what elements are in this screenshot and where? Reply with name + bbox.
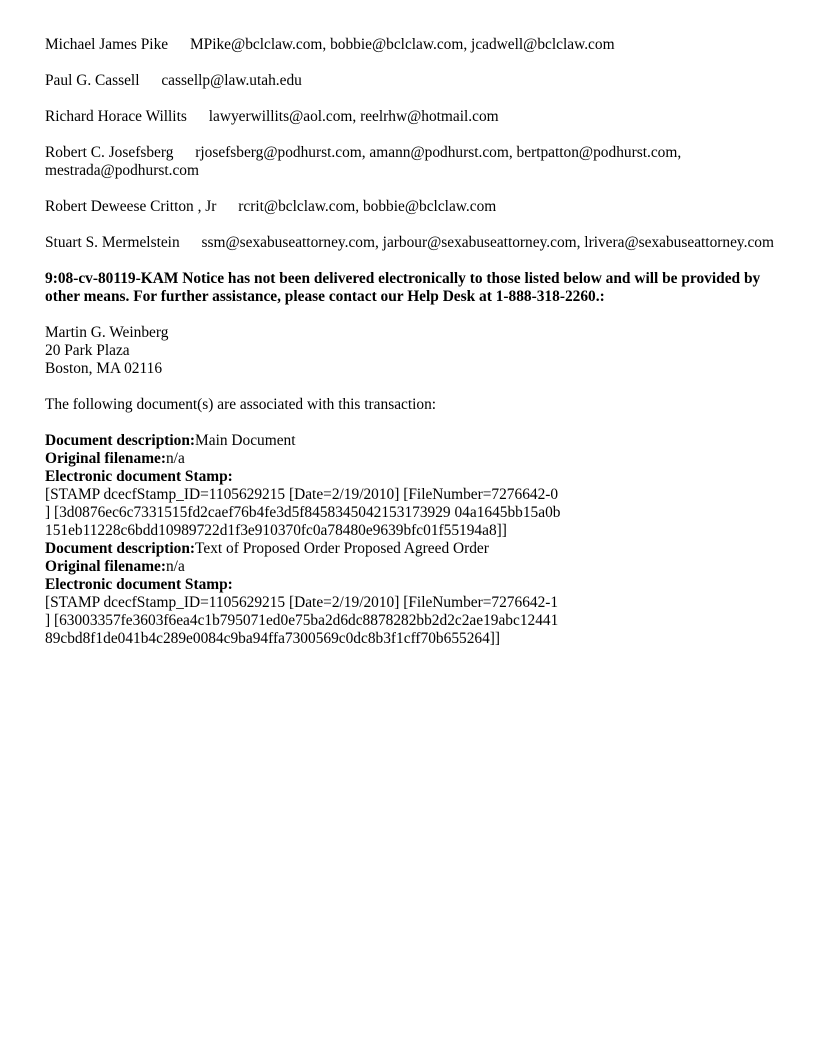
original-filename: n/a bbox=[165, 558, 185, 575]
recipient-name: Richard Horace Willits bbox=[45, 108, 187, 125]
recipient-entry bbox=[45, 36, 785, 54]
document-stamp-label: Electronic document Stamp: bbox=[45, 576, 233, 593]
recipient-entry bbox=[45, 72, 785, 90]
original-filename-label: Original filename: bbox=[45, 558, 166, 575]
documents-intro: The following document(s) are associated with this transaction: bbox=[45, 396, 437, 413]
recipient-entry bbox=[45, 234, 785, 252]
document-stamp-line: 151eb11228c6bdd10989722d1f3e910370fc0a78480e9639bfc01f55194a8]] bbox=[45, 522, 507, 539]
recipient-emails: lawyerwillits@aol.com, reelrhw@hotmail.com bbox=[208, 108, 499, 125]
recipient-name: Robert Deweese Critton , Jr bbox=[45, 198, 217, 215]
document-stamp-line: [STAMP dcecfStamp_ID=1105629215 [Date=2/19/2010] [FileNumber=7276642-0 bbox=[45, 486, 559, 503]
notice-page bbox=[45, 36, 785, 648]
original-filename: n/a bbox=[165, 450, 185, 467]
document-description: Text of Proposed Order Proposed Agreed Order bbox=[195, 540, 489, 557]
notice-heading: 9:08-cv-80119-KAM Notice has not been delivered electronically to those listed below and will be provided by other means. For further assistance, please contact our Help Desk at 1-888-318-2260.: bbox=[45, 270, 761, 305]
original-filename-label: Original filename: bbox=[45, 450, 166, 467]
document-description-label: Document description: bbox=[45, 432, 196, 449]
recipient-emails: rjosefsberg@podhurst.com, amann@podhurst.com, bertpatton@podhurst.com, mestrada@podhurst.com bbox=[45, 144, 682, 179]
recipient-emails: rcrit@bclclaw.com, bobbie@bclclaw.com bbox=[238, 198, 497, 215]
recipient-emails: cassellp@law.utah.edu bbox=[161, 72, 302, 89]
mail-recipient-street: 20 Park Plaza bbox=[45, 342, 130, 359]
recipient-name: Michael James Pike bbox=[45, 36, 169, 53]
recipient-entry bbox=[45, 144, 785, 180]
recipient-emails: ssm@sexabuseattorney.com, jarbour@sexabuseattorney.com, lrivera@sexabuseattorney.com bbox=[201, 234, 774, 251]
recipient-name: Paul G. Cassell bbox=[45, 72, 140, 89]
mail-recipient-name: Martin G. Weinberg bbox=[45, 324, 169, 341]
document-stamp-line: ] [63003357fe3603f6ea4c1b795071ed0e75ba2d6dc8878282bb2d2c2ae19abc12441 bbox=[45, 612, 559, 629]
document-stamp-line: 89cbd8f1de041b4c289e0084c9ba94ffa7300569c0dc8b3f1cff70b655264]] bbox=[45, 630, 501, 647]
mail-recipient-city: Boston, MA 02116 bbox=[45, 360, 163, 377]
mail-recipient-address bbox=[45, 324, 785, 378]
document-entry bbox=[45, 432, 785, 540]
recipient-entry bbox=[45, 198, 785, 216]
document-stamp-label: Electronic document Stamp: bbox=[45, 468, 233, 485]
document-entry bbox=[45, 540, 785, 648]
document-description-label: Document description: bbox=[45, 540, 196, 557]
document-stamp-line: ] [3d0876ec6c7331515fd2caef76b4fe3d5f8458345042153173929 04a1645bb15a0b bbox=[45, 504, 561, 521]
document-description: Main Document bbox=[195, 432, 296, 449]
recipient-entry bbox=[45, 108, 785, 126]
recipient-name: Robert C. Josefsberg bbox=[45, 144, 174, 161]
recipient-name: Stuart S. Mermelstein bbox=[45, 234, 180, 251]
recipient-emails: MPike@bclclaw.com, bobbie@bclclaw.com, jcadwell@bclclaw.com bbox=[189, 36, 615, 53]
document-stamp-line: [STAMP dcecfStamp_ID=1105629215 [Date=2/19/2010] [FileNumber=7276642-1 bbox=[45, 594, 559, 611]
